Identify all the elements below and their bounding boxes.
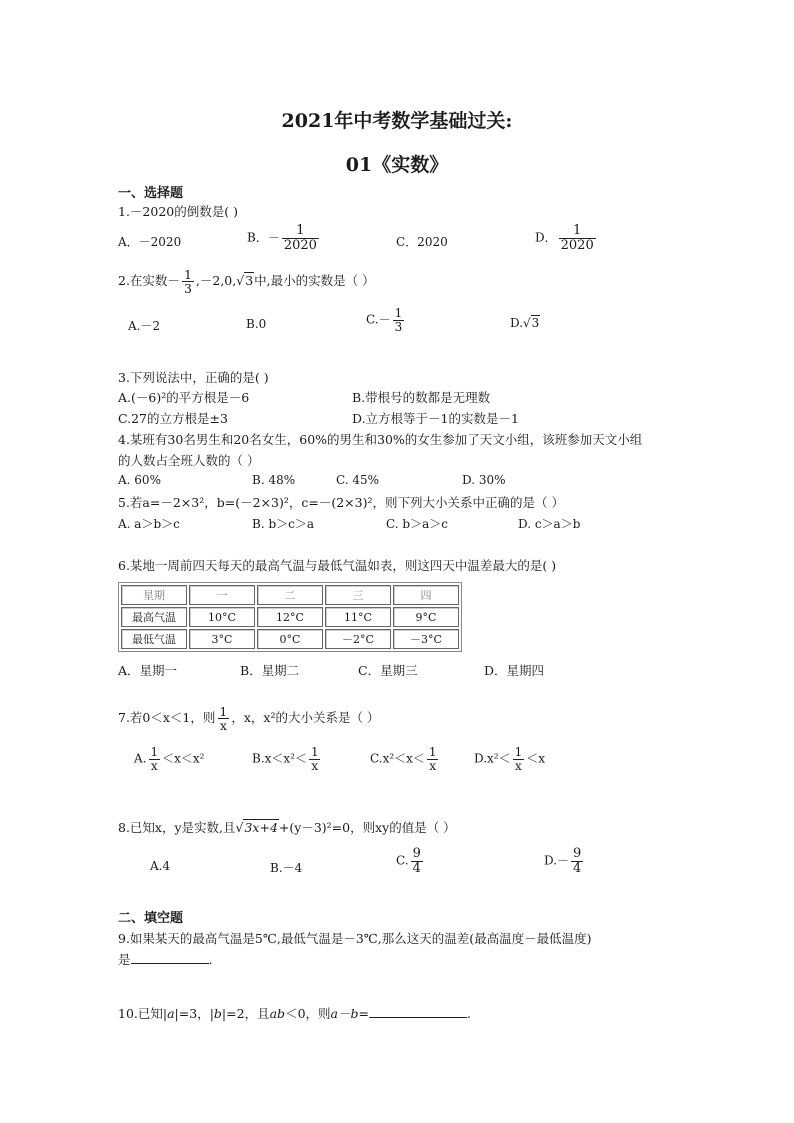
table-cell: －3°C: [393, 629, 459, 649]
q2-option-c: C.－ $\frac{1}{3}$: [366, 306, 403, 334]
q4-option-c: C. 45%: [336, 473, 380, 487]
question-4-line1: 4.某班有30名男生和20名女生，60%的男生和30%的女生参加了天文小组，该班参加天文小组: [118, 432, 643, 447]
table-cell: 9°C: [393, 607, 459, 627]
q1-option-a: A．－2020: [118, 235, 182, 249]
temperature-table: [118, 582, 462, 652]
question-9-line2: 是 .: [118, 952, 213, 967]
table-row: [121, 585, 459, 605]
q8-option-a: A.4: [150, 859, 171, 873]
table-cell: 10°C: [189, 607, 255, 627]
q6-option-c: C．星期三: [358, 663, 418, 678]
q1-option-d: D． $\frac{1}{2020}$: [535, 223, 594, 253]
question-3-stem: 3.下列说法中，正确的是( ): [118, 370, 269, 385]
q7-option-d: D.x²＜ $\frac{1}{x}$ ＜x: [474, 745, 546, 773]
q5-option-a: A. a＞b＞c: [118, 517, 180, 531]
q1-option-b: B．－ $\frac{1}{2020}$: [247, 223, 317, 253]
question-8-stem: 8.已知x，y是实数,且√3x+4+(y－3)²=0，则xy的值是（ ）: [118, 820, 456, 835]
q2-option-d: D.√3: [510, 316, 540, 330]
question-1-stem: 1.－2020的倒数是( ): [118, 204, 238, 219]
q3-option-b: B.带根号的数都是无理数: [352, 390, 491, 405]
table-cell: －2°C: [325, 629, 391, 649]
question-10-stem: 10.已知|a|=3，|b|=2，且ab＜0，则a－b= .: [118, 1006, 471, 1021]
table-cell: 3°C: [189, 629, 255, 649]
table-cell: 三: [325, 585, 391, 605]
section-heading-choice: 一、选择题: [118, 186, 184, 201]
table-cell: 11°C: [325, 607, 391, 627]
q6-option-d: D．星期四: [484, 663, 545, 678]
answer-blank[interactable]: [131, 963, 209, 964]
q7-option-a: A. $\frac{1}{x}$ ＜x＜x²: [134, 745, 205, 773]
q3-option-c: C.27的立方根是±3: [118, 411, 228, 426]
table-cell: 最低气温: [121, 629, 187, 649]
table-cell: 12°C: [257, 607, 323, 627]
q7-option-b: B.x＜x²＜ $\frac{1}{x}$: [252, 745, 319, 773]
q5-option-d: D. c＞a＞b: [518, 517, 581, 531]
q6-option-b: B．星期二: [240, 663, 300, 678]
table-row: [121, 607, 459, 627]
q3-option-a: A.(－6)²的平方根是－6: [118, 390, 250, 405]
question-6-stem: 6.某地一周前四天每天的最高气温与最低气温如表，则这四天中温差最大的是( ): [118, 558, 557, 573]
table-cell: 0°C: [257, 629, 323, 649]
page-title: 2021年中考数学基础过关:: [281, 110, 513, 132]
q3-option-d: D.立方根等于－1的实数是－1: [352, 411, 519, 426]
table-cell: 四: [393, 585, 459, 605]
table-cell: 一: [189, 585, 255, 605]
q8-option-d: D.－ $\frac{9}{4}$: [544, 846, 582, 876]
q5-option-c: C. b＞a＞c: [386, 517, 448, 531]
page-subtitle: 01《实数》: [345, 154, 449, 176]
q6-option-a: A．星期一: [118, 663, 178, 678]
table-cell: 二: [257, 585, 323, 605]
table-cell: 星期: [121, 585, 187, 605]
question-5-stem: 5.若a=－2×3²，b=(－2×3)²，c=－(2×3)²，则下列大小关系中正确的是（ ）: [118, 495, 564, 510]
q5-option-b: B. b＞c＞a: [252, 517, 315, 531]
q4-option-d: D. 30%: [462, 473, 506, 487]
q8-option-b: B.－4: [270, 861, 303, 875]
q7-option-c: C.x²＜x＜ $\frac{1}{x}$: [370, 745, 437, 773]
q1-option-c: C．2020: [396, 235, 448, 249]
question-2-stem: 2.在实数－ $\frac{1}{3}$ ,－2,0,√3中,最小的实数是（ ）: [118, 267, 375, 297]
question-9-line1: 9.如果某天的最高气温是5℃,最低气温是－3℃,那么这天的温差(最高温度－最低温度): [118, 931, 592, 946]
q2-option-a: A.－2: [128, 319, 161, 333]
question-7-stem: 7.若0＜x＜1，则 $\frac{1}{x}$ ，x，x²的大小关系是（ ）: [118, 704, 380, 734]
q2-option-b: B.0: [246, 317, 267, 331]
q4-option-a: A. 60%: [118, 473, 161, 487]
section-heading-fill: 二、填空题: [118, 911, 184, 926]
question-4-line2: 的人数占全班人数的（ ）: [118, 453, 260, 468]
answer-blank[interactable]: [369, 1017, 467, 1018]
q8-option-c: C. $\frac{9}{4}$: [396, 846, 421, 876]
table-cell: 最高气温: [121, 607, 187, 627]
table-row: [121, 629, 459, 649]
q4-option-b: B. 48%: [252, 473, 296, 487]
